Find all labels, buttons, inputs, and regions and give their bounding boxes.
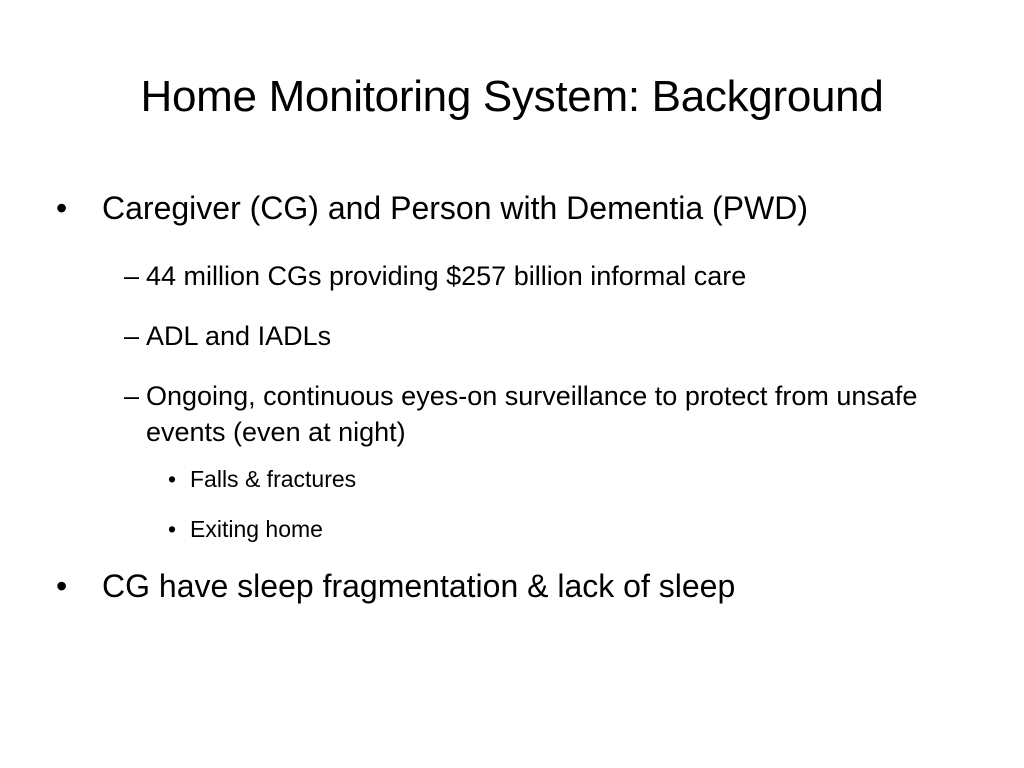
bullet-text: Caregiver (CG) and Person with Dementia (PWD) [102, 190, 808, 226]
subbullet-adl-iadls [56, 318, 986, 354]
bullet-text: CG have sleep fragmentation & lack of sleep [102, 568, 736, 604]
bullet-marker: • [168, 516, 177, 542]
subbullet-caregiver-count [56, 258, 986, 294]
dash-marker: – [124, 381, 140, 411]
subsubbullet-text: Exiting home [190, 516, 323, 542]
subbullet-text: 44 million CGs providing $257 billion informal care [146, 261, 747, 291]
subsubbullet-exiting-home [56, 514, 986, 544]
bullet-marker: • [56, 190, 68, 226]
subbullet-text: ADL and IADLs [146, 321, 332, 351]
dash-marker: – [124, 261, 140, 291]
subsubbullet-text: Falls & fractures [190, 466, 357, 492]
slide-body [56, 188, 986, 606]
subbullet-surveillance [56, 378, 986, 450]
bullet-caregiver-and-pwd [56, 188, 986, 228]
subsubbullet-falls [56, 464, 986, 494]
bullet-marker: • [168, 466, 177, 492]
dash-marker: – [124, 321, 140, 351]
slide-title: Home Monitoring System: Background [140, 72, 884, 121]
bullet-marker: • [56, 568, 68, 604]
bullet-cg-sleep [56, 566, 986, 606]
subbullet-text: Ongoing, continuous eyes-on surveillance to protect from unsafe events (even at night) [146, 381, 918, 447]
